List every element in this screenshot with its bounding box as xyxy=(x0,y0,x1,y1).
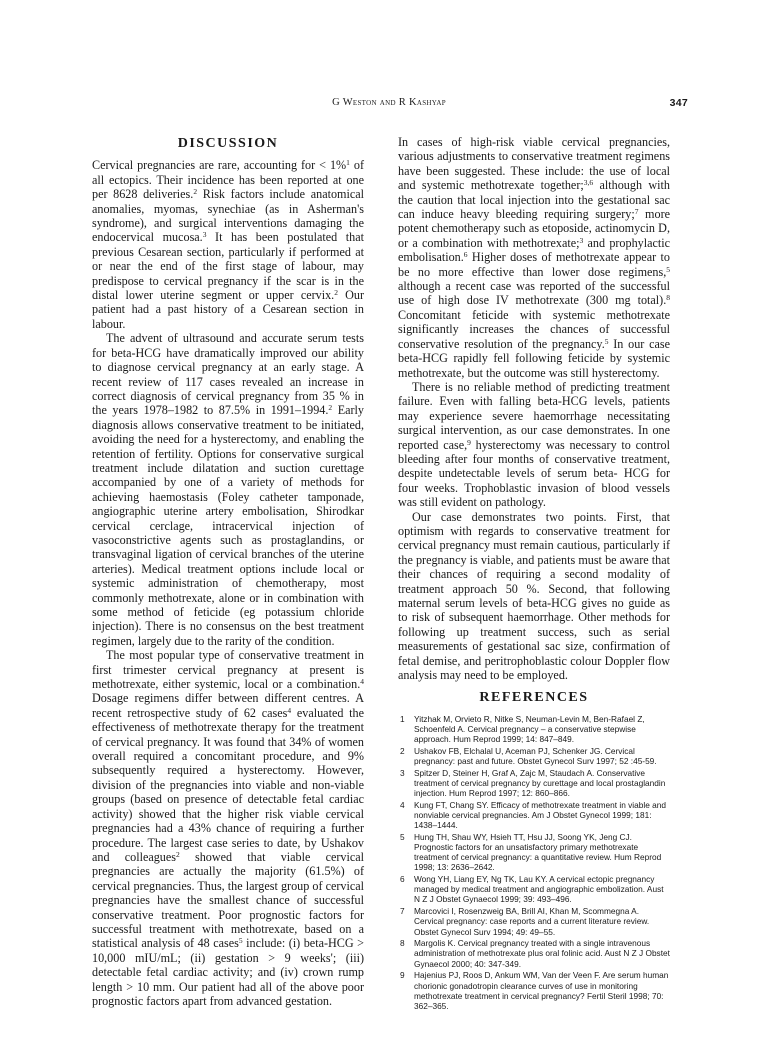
reference-number: 9 xyxy=(400,970,405,981)
reference-number: 1 xyxy=(400,713,405,724)
reference-text: Kung FT, Chang SY. Efficacy of methotrexate treatment in viable and nonviable cervical pregnancies. Am J Obstet Gynecol 1999; 181: 1438–1444. xyxy=(414,799,666,831)
reference-text: Yitzhak M, Orvieto R, Nitke S, Neuman-Levin M, Ben-Rafael Z, Schoenfeld A. Cervical pregnancy – a conservative stepwise approach. Hum Reprod 1999; 14: 847–849. xyxy=(414,713,645,745)
discussion-heading: DISCUSSION xyxy=(177,136,279,151)
discussion-paragraph: The most popular type of conservative treatment in first trimester cervical pregnancy at present is methotrexate, either systemic, local or a combination.$^4$ Dosage regimens differ between different centres. A recent retrospective study of 62 cases$^4$ evaluated the effectiveness of methotrexate therapy for the treatment of cervical pregnancy. It was found that 34% of women overall required a concomitant procedure, and 9% subsequently required a hysterectomy. However, division of the pregnancies into viable and non-viable groups (based on presence of detectable fetal cardiac activity) showed that the higher risk viable cervical pregnancies had a 43% chance of requiring a further procedure. The largest case series to date, by Ushakov and colleagues$^2$ showed that viable cervical pregnancies are actually the majority (61.5%) of cervical pregnancies. Thus, the largest group of cervical pregnancies have the smallest chance of successful conservative treatment. Poor prognostic factors for successful treatment with methotrexate, based on a statistical analysis of 48 cases$^5$ include: (i) beta-HCG > 10,000 mIU/mL; (ii) gestation > 9 weeks'; (iii) detectable fetal cardiac activity; and (iv) crown rump length > 10 mm. Our patient had all of the above poor prognostic factors apart from advanced gestation. xyxy=(92,648,365,1008)
reference-number: 5 xyxy=(400,831,405,842)
discussion-paragraph: There is no reliable method of predicting treatment failure. Even with falling beta-HCG levels, patients may experience severe haemorrhage necessitating surgical intervention, as our case demonstrates. In one reported case,$^9$ hysterectomy was necessary to control bleeding after four months of conservative treatment, despite undetectable levels of serum beta- HCG for four weeks. Trophoblastic invasion of blood vessels was still evident on pathology. xyxy=(398,379,670,510)
citation-superscript: 2 xyxy=(328,403,333,413)
citation-superscript: 7 xyxy=(634,207,639,217)
citation-superscript: 5 xyxy=(238,936,243,946)
reference-number: 2 xyxy=(400,745,405,756)
reference-number: 7 xyxy=(400,906,405,917)
reference-item xyxy=(398,938,670,968)
citation-superscript: 2 xyxy=(176,849,180,859)
citation-superscript: 5 xyxy=(604,336,609,346)
citation-superscript: 9 xyxy=(467,437,471,447)
reference-item xyxy=(398,906,670,936)
citation-superscript: 4 xyxy=(287,705,292,715)
page-number: 347 xyxy=(669,97,688,109)
reference-item xyxy=(398,970,670,1011)
reference-text: Wong YH, Liang EY, Ng TK, Lau KY. A cervical ectopic pregnancy managed by medical treatment and angiographic embolization. Aust N Z J Obstet Gynaecol 1999; 39: 493–496. xyxy=(414,874,664,905)
discussion-paragraph: Our case demonstrates two points. First, that optimism with regards to conservative treatment for cervical pregnancy must remain cautious, particularly if the pregnancy is viable, and patients must be aware that their chances of requiring a second modality of treatment approach 50 %. Second, that following maternal serum levels of beta-HCG gives no guide as to risk of subsequent haemorrhage. Other methods for following up treatment success, such as serial measurements of gestational sac size, confirmation of fetal demise, and peritrophoblastic colour Doppler flow analysis may need to be employed. xyxy=(398,509,670,683)
reference-number: 6 xyxy=(400,874,405,885)
reference-item xyxy=(398,746,670,766)
reference-text: Hajenius PJ, Roos D, Ankum WM, Van der Veen F. Are serum human chorionic gonadotropin clearance curves of use in monitoring methotrexate treatment in cervical pregnancy? Fertil Steril 1998; 70: 362–365. xyxy=(414,970,669,1011)
discussion-paragraph: Cervical pregnancies are rare, accounting for < 1%$^1$ of all ectopics. Their incidence has been reported at one per 8628 deliveries.$^2$ Risk factors include anatomical anomalies, myomas, synechiae (as in Asherman's syndrome), and surgical interventions damaging the endocervical mucosa.$^3$ It has been postulated that previous Cesarean section, particularly if performed at or near the end of the first stage of labour, may predispose to cervical pregnancy if the scar is in the distal lower uterine segment or upper cervix.$^2$ Our patient had a past history of a Cesarean section in labour. xyxy=(92,158,365,331)
citation-superscript: 3 xyxy=(579,235,584,245)
reference-text: Spitzer D, Steiner H, Graf A, Zajc M, Staudach A. Conservative treatment of cervical pregnancy by curettage and local prostaglandin injection. Hum Reprod 1997; 12: 860–866. xyxy=(414,767,666,799)
right-column xyxy=(398,135,670,1013)
running-head-authors: G Weston and R Kashyap xyxy=(332,97,446,108)
reference-number: 3 xyxy=(400,767,405,778)
reference-item xyxy=(398,874,670,904)
reference-list xyxy=(398,714,670,1011)
citation-superscript: 8 xyxy=(666,293,670,303)
citation-superscript: 4 xyxy=(360,677,364,687)
reference-item xyxy=(398,800,670,830)
citation-superscript: 1 xyxy=(346,158,350,168)
reference-text: Margolis K. Cervical pregnancy treated with a single intravenous administration of methotrexate plus oral folinic acid. Aust N Z J Obstet Gynaecol 2000; 40: 347-349. xyxy=(414,938,670,969)
citation-superscript: 5 xyxy=(666,264,670,274)
citation-superscript: 2 xyxy=(334,288,338,298)
reference-item xyxy=(398,768,670,798)
references-heading: REFERENCES xyxy=(479,690,589,706)
reference-text: Marcovici I, Rosenzweig BA, Brill AI, Khan M, Scommegna A. Cervical pregnancy: case reports and a current literature review. Obstet Gynecol Surv 1994; 49: 49–55. xyxy=(414,906,650,937)
reference-item xyxy=(398,832,670,873)
reference-number: 8 xyxy=(400,938,405,949)
citation-superscript: 6 xyxy=(463,250,468,260)
citation-superscript: 2 xyxy=(193,187,198,197)
reference-number: 4 xyxy=(400,799,405,810)
citation-superscript: 3,6 xyxy=(583,178,594,188)
citation-superscript: 3 xyxy=(202,230,207,240)
reference-text: Hung TH, Shau WY, Hsieh TT, Hsu JJ, Soong YK, Jeng CJ. Prognostic factors for an unsatisfactory primary methotrexate treatment of cervical pregnancy: a quantitative review. Hum Reprod 1998; 13: 2636–2642. xyxy=(414,831,662,873)
discussion-paragraph: The advent of ultrasound and accurate serum tests for beta-HCG have dramatically improved our ability to diagnose cervical pregnancy at an early stage. A recent review of 117 cases revealed an increase in correct diagnosis of cervical pregnancy from 35 % in the years 1978–1982 to 87.5% in 1991–1994.$^2$ Early diagnosis allows conservative treatment to be initiated, avoiding the need for a hysterectomy, and enabling the retention of fertility. Options for conservative surgical treatment include dilatation and suction curettage accompanied by one of a variety of methods for achieving haemostasis (Foley catheter tamponade, angiographic uterine artery embolisation, Shirodkar cervical cerclage, intracervical injection of vasoconstrictive agents such as prostaglandins, or transvaginal ligation of cervical branches of the uterine arteries). Medical treatment options include local or systemic administration of chemotherapy, most commonly methotrexate, alone or in combination with some method of feticide (eg potassium chloride injection). There is no consensus on the best treatment regimen, largely due to the rarity of the condition. xyxy=(92,331,364,648)
reference-item xyxy=(398,714,670,744)
discussion-paragraph: In cases of high-risk viable cervical pregnancies, various adjustments to conservative treatment regimens have been suggested. These include: the use of local and systemic methotrexate together;$^{3,6}$ although with the caution that local injection into the gestational sac can induce heavy bleeding requiring surgery;$^7$ more potent chemotherapy such as etoposide, actinomycin D, or a combination with methotrexate;$^3$ and prophylactic embolisation.$^6$ Higher doses of methotrexate appear to be no more effective than lower dose regimens,$^5$ although a recent case was reported of the successful use of high dose IV methotrexate (300 mg total).$^8$ Concomitant feticide with systemic methotrexate significantly increases the chances of successful conservative resolution of the pregnancy.$^5$ In our case beta-HCG rapidly fell following feticide by systemic methotrexate, but the outcome was still hysterectomy. xyxy=(398,135,670,380)
reference-text: Ushakov FB, Elchalal U, Aceman PJ, Schenker JG. Cervical pregnancy: past and future. Obstet Gynecol Surv 1997; 52 :45-59. xyxy=(414,745,657,767)
left-column xyxy=(92,137,364,1008)
